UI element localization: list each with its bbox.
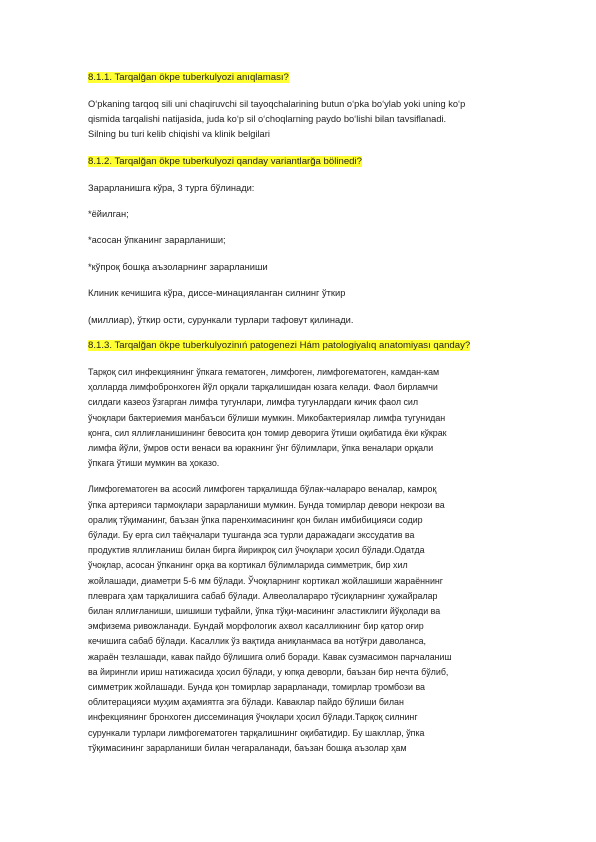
paragraph-line: силдаги казеоз ўзгарган лимфа тугунлари, лимфа тугунлардаги кичик фаол сил xyxy=(88,397,419,408)
list-item: *ёйилган; xyxy=(88,209,129,219)
paragraph-line: жараён тезлашади, кавак пайдо бўлишига олиб боради. Кавак сузмасимон парчаланиш xyxy=(88,651,452,662)
list-item: *асосан ўпканинг зарарланиши; xyxy=(88,235,226,246)
paragraph-line: инфекциянинг бронхоген диссеминация ўчоқлари ҳосил бўлади.Тарқоқ силнинг xyxy=(88,712,418,723)
paragraph-line: O‘pkaning tarqoq sili uni chaqiruvchi sil tayoqchalarining butun o‘pka bo‘ylab yoki uning ko‘p xyxy=(88,99,466,109)
clinical-line: Клиник кечишига кўра, диссе-минацияланган силнинг ўткир xyxy=(88,288,346,299)
paragraph-line: эмфизема ривожланади. Бундай морфологик ахвол касалликнинг бир қатор оғир xyxy=(88,621,424,632)
paragraph-line: ҳолларда лимфобронхоген йўл орқали тарқалишидан юзага келади. Фаол бирламчи xyxy=(88,382,438,393)
paragraph-line: ўчоқлар, асосан ўпканинг орқа ва кортикал бўлимларида симметрик, бир хил xyxy=(88,560,408,571)
paragraph-line: облитерацияси муҳим аҳамиятга эга бўлади. Каваклар пайдо бўлиши билан xyxy=(88,697,404,708)
list-item: *кўпроқ бошқа аъзоларнинг зарарланиши xyxy=(88,261,268,272)
paragraph-line: плеврага ҳам тарқалишига сабаб бўлади. Алвеолалараро тўсиқларнинг ҳужайралар xyxy=(88,590,438,601)
heading-highlight: 8.1.2. Tarqalğan ökpe tuberkulyozi qanday variantlarğa bölinedi? xyxy=(88,155,362,167)
paragraph-line: симметрик жойлашади. Бунда қон томирлар зарарланади, томирлар тромбози ва xyxy=(88,682,425,693)
classification-line: Зарарланишга кўра, 3 турга бўлинади: xyxy=(88,182,255,193)
paragraph-line: тўқимасининг зарарланиши билан чегараланади, баъзан бошқа аъзолар ҳам xyxy=(88,742,407,753)
heading-highlight: 8.1.1. Tarqalğan ökpe tuberkulyozi anıqlaması? xyxy=(88,72,289,83)
heading-highlight: 8.1.3. Tarqalğan ökpe tuberkulyozinıń patogenezi Hám patologiyalıq anatomiyası qanday? xyxy=(88,339,471,351)
paragraph-line: продуктив яллиғланиш билан бирга йирикроқ сил ўчоқлари ҳосил бўлади.Одатда xyxy=(88,545,425,556)
paragraph-line: лимфа йўли, ўмров ости венаси ва юракнинг ўнг бўлимлари, ўпка веналари орқали xyxy=(88,442,434,453)
paragraph-line: оралиқ тўқиманинг, баъзан ўпка паренхимасининг қон билан имбибицияси содир xyxy=(88,514,423,525)
paragraph-line: Silning bu turi kelib chiqishi va klinik belgilari xyxy=(88,129,270,140)
definition-paragraph xyxy=(88,97,508,143)
pathogenesis-paragraph-2 xyxy=(88,482,508,756)
paragraph-line: ўпкага ўтиши мумкин ва ҳоказо. xyxy=(88,458,220,469)
paragraph-line: Тарқоқ сил инфекциянинг ўпкага гематоген, лимфоген, лимфогематоген, камдан-кам xyxy=(88,366,440,377)
paragraph-line: ва йирингли ириш натижасида ҳосил бўлади, у юпқа деворли, баъзан бир нечта бўлиб, xyxy=(88,666,449,677)
section-heading-3 xyxy=(88,339,508,353)
clinical-line: (миллиар), ўткир ости, сурункали турлари тафовут қилинади. xyxy=(88,314,354,325)
paragraph-line: Лимфогематоген ва асосий лимфоген тарқалишда бўлак-чалараро веналар, камроқ xyxy=(88,484,437,495)
paragraph-line: qismida tarqalishi natijasida, juda ko‘p sil o‘choqlarning paydo bo‘lishi bilan tavsiflanadi. xyxy=(88,114,447,125)
paragraph-line: бўлади. Бу ерга сил таёқчалари тушганда эса турли даражадаги экссудатив ва xyxy=(88,529,415,540)
paragraph-line: ўчоқлари бактериемия манбаъси бўлиши мумкин. Микобактериялар лимфа тугунидан xyxy=(88,412,446,423)
paragraph-line: билан яллиғланиши, шишиши туфайли, ўпка тўқи-масининг эластиклиги йўқолади ва xyxy=(88,606,441,616)
paragraph-line: қонга, сил яллиғланишининг бевосита қон томир деворига ўтиши оқибатида ёки кўкрак xyxy=(88,427,447,438)
section-heading-2 xyxy=(88,155,508,169)
paragraph-line: сурункали турлари лимфогематоген тарқалишнинг оқибатидир. Бу шакллар, ўпка xyxy=(88,727,425,738)
pathogenesis-paragraph-1 xyxy=(88,365,508,471)
paragraph-line: жойлашади, диаметри 5-6 мм бўлади. Ўчоқларнинг кортикал жойлашиши жараённинг xyxy=(88,575,444,586)
section-heading-1 xyxy=(88,71,508,85)
paragraph-line: ўпка артерияси тармоқлари зарарланиши мумкин. Бунда томирлар девори некрози ва xyxy=(88,499,445,510)
paragraph-line: кечишига сабаб бўлади. Касаллик ўз вақтида аниқланмаса ва нотўғри даволанса, xyxy=(88,636,426,647)
